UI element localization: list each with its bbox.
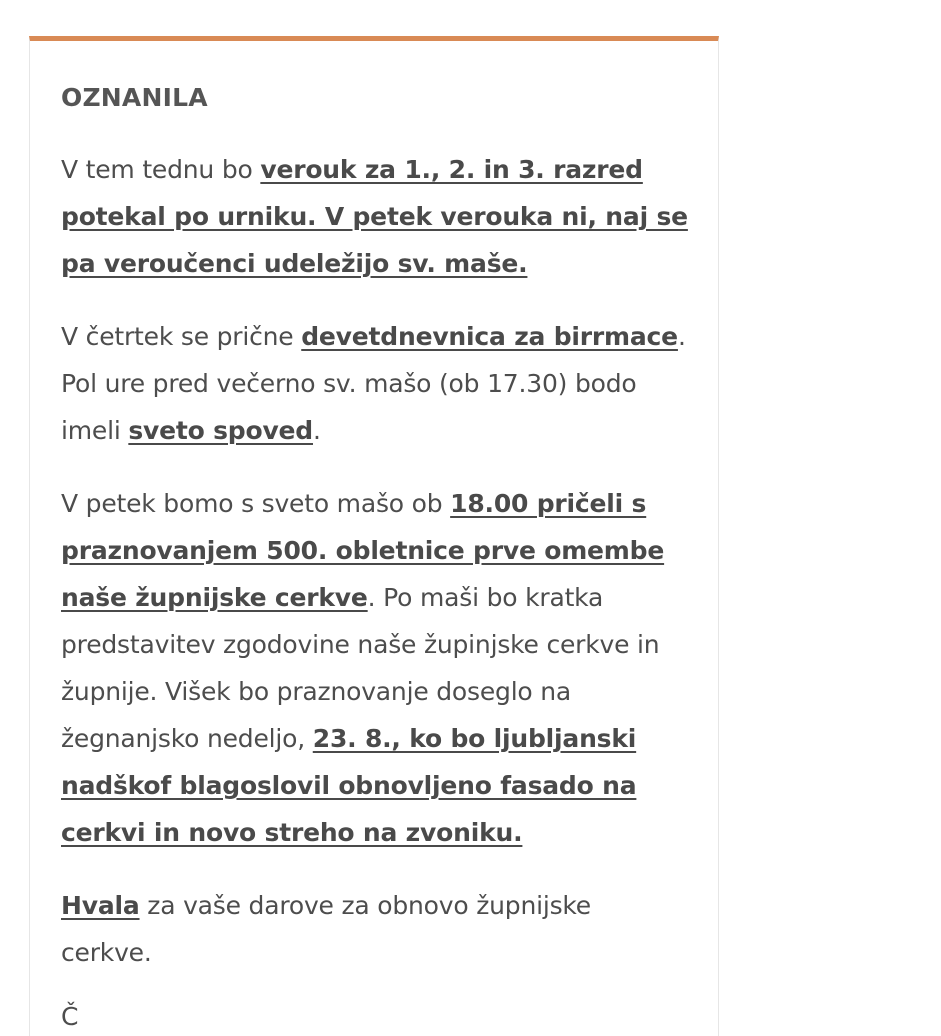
announcement-devetdnevnica [61, 313, 688, 454]
emphasis-obletnica: 18.00 pričeli s praznovanjem 500. obletnice prve omembe naše župnijske cerkve [61, 489, 665, 612]
text-segment: za vaše darove za obnovo župnijske cerkve. [61, 891, 591, 967]
emphasis-spoved: sveto spoved [128, 416, 313, 445]
announcements-card [29, 36, 719, 1036]
announcement-hvala [61, 882, 688, 976]
announcements-title: OZNANILA [61, 83, 208, 112]
emphasis-devetdnevnica: devetdnevnica za birrmace [301, 322, 678, 351]
text-segment: . Pol ure pred večerno sv. mašo (ob 17.30) bodo imeli [61, 322, 686, 445]
text-segment: V četrtek se prične [61, 322, 302, 351]
emphasis-hvala: Hvala [61, 891, 140, 920]
emphasis-verouk: verouk za 1., 2. in 3. razred potekal po urniku. V petek verouka ni, naj se pa veroučenci udeležijo sv. maše. [61, 155, 688, 278]
text-segment: V tem tednu bo [61, 155, 261, 184]
announcement-obletnica [61, 480, 688, 856]
text-segment: V petek bomo s sveto mašo ob [61, 489, 451, 518]
text-segment: . Po maši bo kratka predstavitev zgodovine naše župinjske cerkve in župnije. Višek bo praznovanje doseglo na žegnanjsko nedeljo, [61, 583, 660, 753]
cut-off-text: Č [61, 1002, 79, 1031]
emphasis-blagoslov: 23. 8., ko bo ljubljanski nadškof blagoslovil obnovljeno fasado na cerkvi in novo streho na zvoniku. [61, 724, 637, 847]
announcement-verouk [61, 146, 688, 287]
text-segment: . [313, 416, 321, 445]
